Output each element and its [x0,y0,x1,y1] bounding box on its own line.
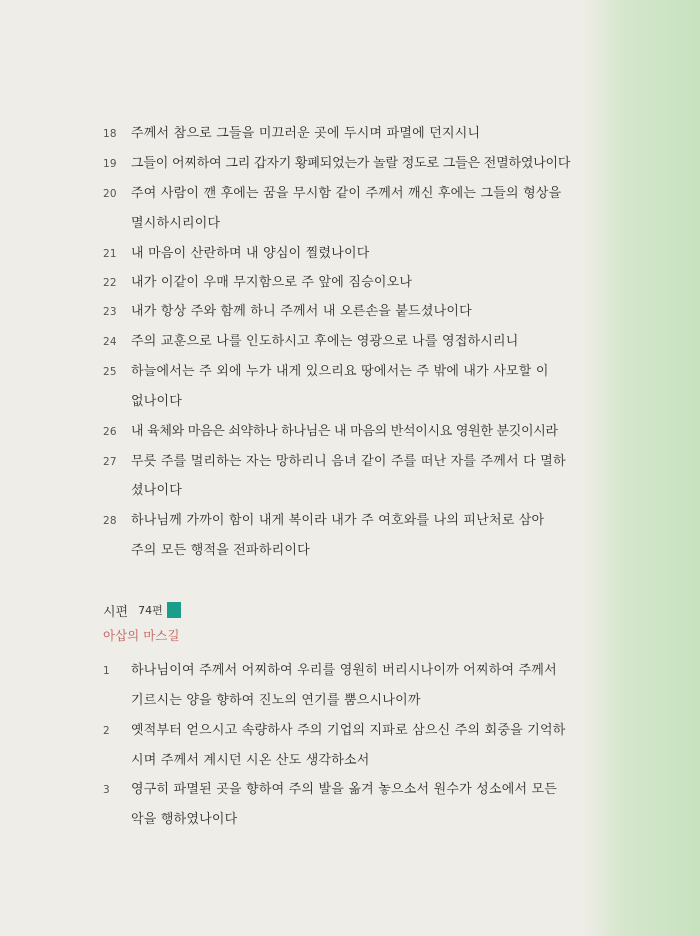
verse-text: 하나님께 가까이 함이 내게 복이라 내가 주 여호와를 나의 피난처로 삼아 [131,513,545,528]
verse-text: 내 마음이 산란하며 내 양심이 찔렸나이다 [131,246,370,261]
verse-text-continued: 셨나이다 [131,483,183,498]
verse-text: 주여 사람이 깬 후에는 꿈을 무시함 같이 주께서 깨신 후에는 그들의 형상을 [131,186,562,201]
verse-number: 28 [103,515,117,527]
verse-text: 내가 이같이 우매 무지함으로 주 앞에 짐승이오나 [131,275,413,290]
verse-text-continued: 주의 모든 행적을 전파하리이다 [131,543,310,558]
chapter-number: 74편 [138,604,163,617]
verse-number: 21 [103,248,117,260]
verse-number: 1 [103,665,110,677]
verse-text: 옛적부터 얻으시고 속량하사 주의 기업의 지파로 삼으신 주의 회중을 기억하 [131,723,566,738]
verse-text: 주께서 참으로 그들을 미끄러운 곳에 두시며 파멸에 던지시니 [131,126,481,141]
decorative-side-band [582,0,700,936]
verse-number: 2 [103,725,110,737]
verse-number: 27 [103,456,117,468]
verse-text: 하나님이여 주께서 어찌하여 우리를 영원히 버리시나이까 어찌하여 주께서 [131,663,557,678]
verse-text: 무릇 주를 멀리하는 자는 망하리니 음녀 같이 주를 떠난 자를 주께서 다 멸하 [131,454,566,469]
verse-number: 20 [103,188,117,200]
verse-number: 23 [103,306,117,318]
verse-number: 22 [103,277,117,289]
verse-number: 25 [103,366,117,378]
verse-number: 18 [103,128,117,140]
verse-number: 19 [103,158,117,170]
verse-text-continued: 악을 행하였나이다 [131,812,238,827]
verse-text: 주의 교훈으로 나를 인도하시고 후에는 영광으로 나를 영접하시리니 [131,334,519,349]
verse-text: 영구히 파멸된 곳을 향하여 주의 발을 옮겨 놓으소서 원수가 성소에서 모든 [131,782,558,797]
verse-text: 내가 항상 주와 함께 하니 주께서 내 오른손을 붙드셨나이다 [131,304,472,319]
chapter-subtitle: 아삽의 마스길 [103,628,180,643]
verse-number: 24 [103,336,117,348]
verse-text-continued: 기르시는 양을 향하여 진노의 연기를 뿜으시나이까 [131,693,421,708]
verse-number: 3 [103,784,110,796]
verse-text-continued: 없나이다 [131,394,183,409]
chapter-heading [103,596,181,624]
verse-text: 하늘에서는 주 외에 누가 내게 있으리요 땅에서는 주 밖에 내가 사모할 이 [131,364,549,379]
verse-text: 그들이 어찌하여 그리 갑자기 황폐되었는가 놀랄 정도로 그들은 전멸하였나이다 [131,156,571,171]
chapter-marker-icon [167,602,181,618]
verse-number: 26 [103,426,117,438]
verse-text-continued: 멸시하시리이다 [131,216,221,231]
verse-text-continued: 시며 주께서 계시던 시온 산도 생각하소서 [131,753,370,768]
chapter-book-title: 시편 [103,604,129,620]
verse-text: 내 육체와 마음은 쇠약하나 하나님은 내 마음의 반석이시요 영원한 분깃이시라 [131,424,558,439]
